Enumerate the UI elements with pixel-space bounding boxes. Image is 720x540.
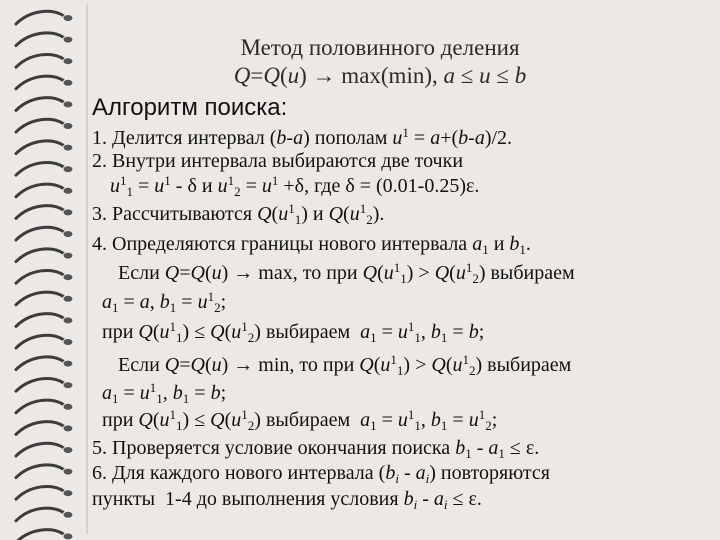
binding-ring (16, 163, 64, 176)
step-6: 6. Для каждого нового интервала $(b_i - a_i)$ повторяются (92, 462, 550, 486)
binding-hole (63, 36, 73, 43)
binding-ring (16, 33, 64, 46)
binding-ring (16, 357, 64, 370)
title-line-2: Q=Q(u) → max(min), a ≤ u ≤ b (233, 63, 527, 88)
binding-hole (63, 209, 73, 216)
section-heading: Алгоритм поиска: (92, 94, 288, 121)
step-2-formula: $u^1_1 = u^1 - \delta$ и $u^1_2 = u^1 +\delta$, где δ = (0.01-0.25)ε. (110, 173, 480, 199)
binding-ring (16, 76, 64, 89)
binding-ring (16, 227, 64, 240)
binding-ring (16, 11, 64, 24)
step-2: 2. Внутри интервала выбираются две точки (92, 150, 464, 172)
step-6-continued: пункты 1-4 до выполнения условия $b_i - a_i \le \varepsilon$. (92, 488, 482, 512)
binding-ring (16, 335, 64, 348)
binding-hole (63, 403, 73, 410)
binding-ring (16, 443, 64, 456)
binding-ring (16, 119, 64, 132)
binding-hole (63, 382, 73, 389)
min-condition: Если Q=Q(u) → min, то при $Q(u^1_1) > Q(u^1_2)$ выбираем (118, 352, 572, 378)
max-condition: Если Q=Q(u) → max, то при $Q(u^1_1) > Q(u^1_2)$ выбираем (118, 260, 575, 286)
binding-hole (63, 533, 73, 540)
binding-ring (16, 292, 64, 305)
binding-hole (63, 101, 73, 108)
binding-hole (63, 447, 73, 454)
binding-hole (63, 360, 73, 367)
binding-hole (63, 274, 73, 281)
binding-hole (63, 468, 73, 475)
slide-title (100, 34, 660, 90)
binding-ring (16, 508, 64, 521)
binding-ring (16, 98, 64, 111)
min-choice-1: $a_1 = u^1_1$, $b_1 = b$; (102, 380, 227, 406)
binding-ring (16, 206, 64, 219)
binding-hole (63, 15, 73, 22)
binding-hole (63, 187, 73, 194)
binding-hole (63, 295, 73, 302)
binding-ring (16, 249, 64, 262)
binding-ring (16, 400, 64, 413)
binding-hole (63, 490, 73, 497)
binding-ring (16, 141, 64, 154)
binding-hole (63, 79, 73, 86)
binding-ring (16, 422, 64, 435)
binding-hole (63, 252, 73, 259)
binding-ring (16, 487, 64, 500)
binding-ring (16, 314, 64, 327)
binding-hole (63, 231, 73, 238)
binding-ring (16, 271, 64, 284)
binding-ring (16, 379, 64, 392)
binding-hole (63, 511, 73, 518)
spiral-binding-icon (0, 0, 86, 540)
title-line-1: Метод половинного деления (240, 35, 520, 60)
max-choice-1: $a_1 = a$, $b_1 = u^1_2$; (102, 289, 227, 315)
binding-hole (63, 123, 73, 130)
binding-hole (63, 144, 73, 151)
step-4: 4. Определяются границы нового интервала $a_1$ и $b_1$. (92, 233, 531, 257)
binding-ring (16, 465, 64, 478)
binding-hole (63, 58, 73, 65)
binding-ring (16, 530, 64, 540)
binding-hole (63, 425, 73, 432)
step-3: 3. Рассчитываются $Q(u^1_1)$ и $Q(u^1_2)$. (92, 201, 385, 227)
binding-hole (63, 166, 73, 173)
binding-hole (63, 317, 73, 324)
step-1: 1. Делится интервал (b-a) пополам $u^1 = a+(b-a)/2$. (92, 125, 513, 149)
step-5: 5. Проверяется условие окончания поиска $b_1 - a_1 \le \varepsilon$. (92, 437, 540, 461)
binding-ring (16, 55, 64, 68)
min-choice-2: при $Q(u^1_1) \le Q(u^1_2)$ выбираем $a_1 = u^1_1$, $b_1 = u^1_2$; (102, 407, 498, 433)
max-choice-2: при $Q(u^1_1) \le Q(u^1_2)$ выбираем $a_1 = u^1_1$, $b_1 = b$; (102, 319, 485, 345)
binding-hole (63, 339, 73, 346)
binding-ring (16, 184, 64, 197)
